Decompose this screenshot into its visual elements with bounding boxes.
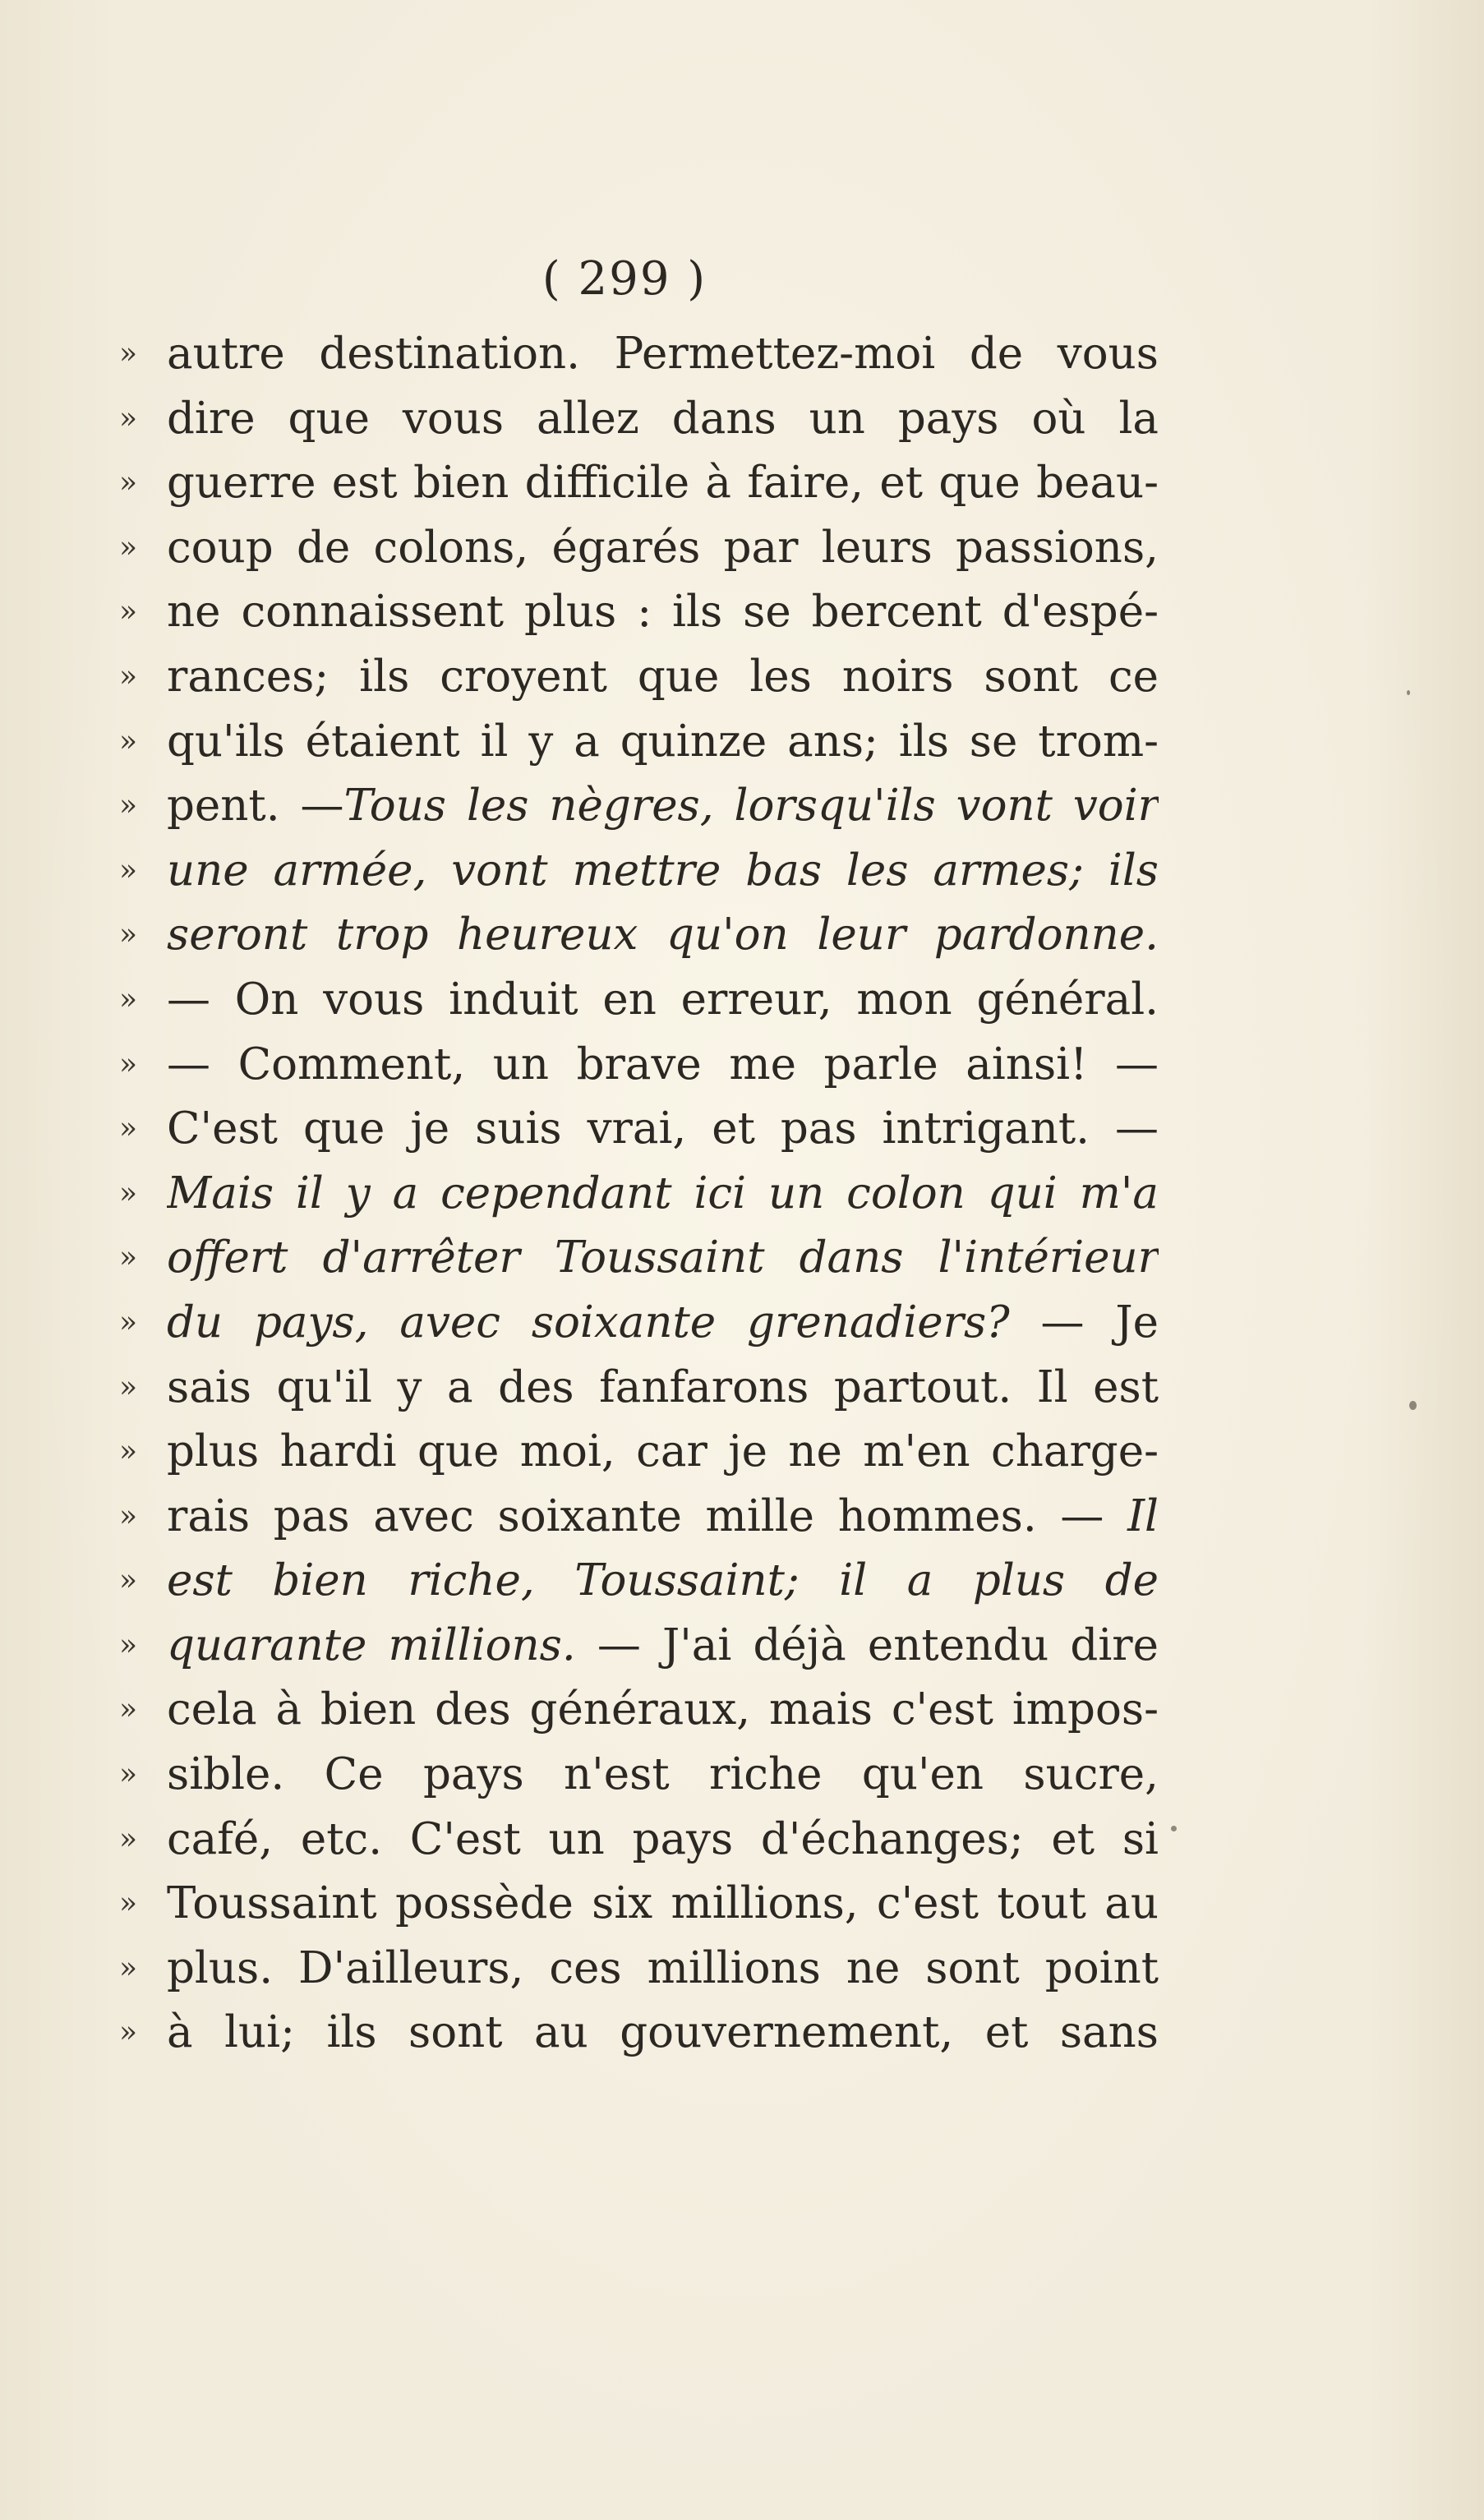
roman-text: — J'ai déjà entendu dire	[575, 1619, 1159, 1670]
roman-text: plus. D'ailleurs, ces millions ne sont point	[167, 1942, 1159, 1993]
line-content	[167, 1291, 1159, 1356]
text-line	[119, 774, 1159, 839]
line-content	[167, 1808, 1159, 1873]
text-line	[119, 1226, 1159, 1291]
italic-text: Il	[1104, 1490, 1159, 1541]
quote-mark: »	[119, 918, 138, 952]
quote-mark: »	[119, 401, 138, 435]
roman-text: — On vous induit en erreur, mon général.	[167, 974, 1159, 1025]
text-line	[119, 516, 1159, 581]
quote-mark: »	[119, 1951, 138, 1985]
quote-mark: »	[119, 1305, 138, 1339]
roman-text: dire que vous allez dans un pays où la	[167, 393, 1159, 444]
text-line	[119, 1420, 1159, 1485]
line-content	[167, 1356, 1159, 1421]
paper-speck	[1409, 1401, 1417, 1410]
roman-text: rances; ils croyent que les noirs sont ce	[167, 651, 1159, 702]
text-line	[119, 1162, 1159, 1227]
line-content	[167, 516, 1159, 581]
line-content	[167, 645, 1159, 710]
roman-text: pent. —	[167, 781, 344, 832]
quote-mark: »	[119, 724, 138, 758]
text-line	[119, 710, 1159, 775]
line-content	[167, 1549, 1159, 1614]
quote-mark: »	[119, 659, 138, 693]
quote-mark: »	[119, 2016, 138, 2050]
line-content	[167, 1614, 1159, 1679]
text-line	[119, 387, 1159, 452]
italic-text: offert d'arrêter Toussaint dans l'intérieur	[167, 1232, 1159, 1283]
roman-text: à lui; ils sont au gouvernement, et sans	[167, 2007, 1159, 2058]
text-line	[119, 968, 1159, 1033]
quote-mark: »	[119, 1370, 138, 1404]
text-line	[119, 1614, 1159, 1679]
line-content	[167, 710, 1159, 775]
line-content	[167, 1937, 1159, 2002]
line-content	[167, 839, 1159, 904]
italic-text: Mais il y a cependant ici un colon qui m'a	[167, 1168, 1159, 1219]
quote-mark: »	[119, 530, 138, 564]
roman-text: guerre est bien difficile à faire, et que beau-	[167, 458, 1159, 509]
text-line	[119, 1097, 1159, 1162]
roman-text: qu'ils étaient il y a quinze ans; ils se trom-	[167, 716, 1159, 767]
quote-mark: »	[119, 1176, 138, 1210]
body-text	[119, 322, 1159, 2066]
text-line	[119, 1033, 1159, 1098]
quote-mark: »	[119, 1693, 138, 1727]
roman-text: coup de colons, égarés par leurs passions,	[167, 522, 1159, 573]
roman-text: plus hardi que moi, car je ne m'en charge-	[167, 1426, 1159, 1477]
line-content	[167, 968, 1159, 1033]
quote-mark: »	[119, 1887, 138, 1921]
roman-text: — Je	[1009, 1297, 1159, 1348]
roman-text: café, etc. C'est un pays d'échanges; et si	[167, 1813, 1159, 1864]
text-line	[119, 1485, 1159, 1550]
roman-text: sible. Ce pays n'est riche qu'en sucre,	[167, 1749, 1159, 1800]
line-content	[167, 903, 1159, 968]
line-content	[167, 1162, 1159, 1227]
italic-text: du pays, avec soixante grenadiers?	[167, 1297, 1010, 1348]
line-content	[167, 1226, 1159, 1291]
line-content	[167, 1743, 1159, 1808]
text-line	[119, 903, 1159, 968]
quote-mark: »	[119, 1628, 138, 1662]
quote-mark: »	[119, 1435, 138, 1469]
text-line	[119, 1291, 1159, 1356]
text-line	[119, 2001, 1159, 2066]
text-line	[119, 322, 1159, 387]
italic-text: seront trop heureux qu'on leur pardonne.	[167, 910, 1159, 961]
line-content	[167, 580, 1159, 645]
text-line	[119, 645, 1159, 710]
paper-speck	[1171, 1826, 1177, 1831]
text-line	[119, 1937, 1159, 2002]
line-content	[167, 387, 1159, 452]
text-line	[119, 1808, 1159, 1873]
quote-mark: »	[119, 853, 138, 887]
paper-speck	[1407, 690, 1410, 695]
line-content	[167, 1485, 1159, 1550]
line-content	[167, 451, 1159, 516]
roman-text: ne connaissent plus : ils se bercent d'espé-	[167, 587, 1159, 638]
line-content	[167, 1678, 1159, 1743]
page-number: ( 299 )	[542, 252, 707, 306]
quote-mark: »	[119, 789, 138, 823]
quote-mark: »	[119, 595, 138, 629]
line-content	[167, 1420, 1159, 1485]
text-line	[119, 451, 1159, 516]
text-line	[119, 1678, 1159, 1743]
roman-text: autre destination. Permettez-moi de vous	[167, 329, 1159, 379]
line-content	[167, 1872, 1159, 1937]
quote-mark: »	[119, 1241, 138, 1275]
line-content	[167, 774, 1159, 839]
roman-text: — Comment, un brave me parle ainsi! —	[167, 1039, 1159, 1090]
line-content	[167, 2001, 1159, 2066]
italic-text: une armée, vont mettre bas les armes; ils	[167, 845, 1159, 896]
roman-text: cela à bien des généraux, mais c'est impos-	[167, 1684, 1159, 1735]
quote-mark: »	[119, 1822, 138, 1856]
text-line	[119, 1356, 1159, 1421]
quote-mark: »	[119, 1047, 138, 1081]
line-content	[167, 1097, 1159, 1162]
quote-mark: »	[119, 1499, 138, 1533]
italic-text: quarante millions.	[167, 1619, 576, 1670]
text-line	[119, 839, 1159, 904]
text-line	[119, 580, 1159, 645]
quote-mark: »	[119, 337, 138, 371]
text-line	[119, 1549, 1159, 1614]
quote-mark: »	[119, 1758, 138, 1792]
quote-mark: »	[119, 466, 138, 500]
quote-mark: »	[119, 982, 138, 1016]
roman-text: sais qu'il y a des fanfarons partout. Il est	[167, 1361, 1159, 1412]
roman-text: C'est que je suis vrai, et pas intrigant. —	[167, 1103, 1159, 1154]
roman-text: Toussaint possède six millions, c'est tout au	[167, 1878, 1159, 1929]
text-line	[119, 1743, 1159, 1808]
line-content	[167, 1033, 1159, 1098]
line-content	[167, 322, 1159, 387]
roman-text: rais pas avec soixante mille hommes. —	[167, 1490, 1104, 1541]
quote-mark: »	[119, 1564, 138, 1598]
text-line	[119, 1872, 1159, 1937]
quote-mark: »	[119, 1112, 138, 1146]
italic-text: Tous les nègres, lorsqu'ils vont voir	[343, 781, 1159, 832]
italic-text: est bien riche, Toussaint; il a plus de	[167, 1555, 1159, 1606]
